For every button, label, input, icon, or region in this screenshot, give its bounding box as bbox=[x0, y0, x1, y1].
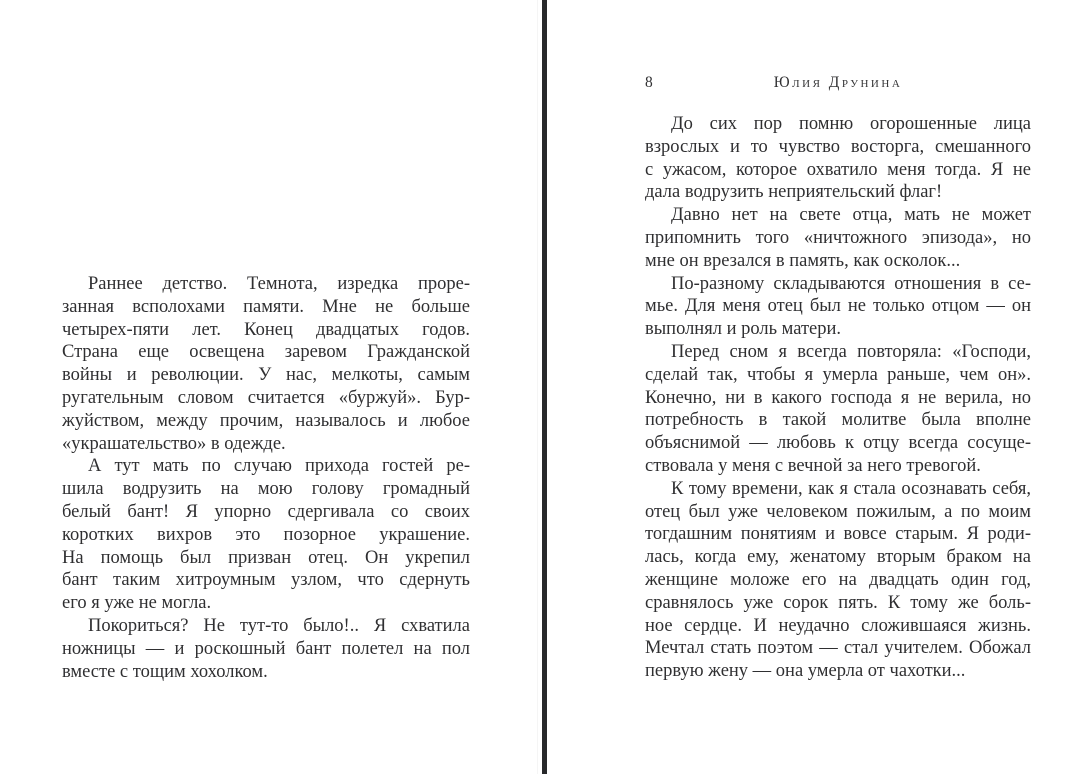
running-header bbox=[645, 74, 1031, 96]
text-line: По-разному складываются отношения в се- bbox=[671, 273, 1031, 294]
text-line: выполнял и роль матери. bbox=[645, 319, 842, 340]
text-line: На помощь был призван отец. Он укрепил bbox=[62, 547, 470, 568]
text-line: шила водрузить на мою голову громадный bbox=[62, 479, 470, 500]
text-line: К тому времени, как я стала осознавать себя, bbox=[671, 478, 1031, 499]
text-line: с ужасом, которое охватило меня тогда. Я не bbox=[645, 159, 1031, 180]
paragraph bbox=[645, 204, 1031, 272]
text-line: ствовала у меня с вечной за него тревогой. bbox=[645, 455, 981, 476]
text-line: Страна еще освещена заревом Гражданской bbox=[62, 342, 470, 363]
text-line: его я уже не могла. bbox=[62, 593, 212, 614]
text-line: объяснимой — любовь к отцу всегда сосуще- bbox=[645, 433, 1031, 454]
right-page-text bbox=[645, 113, 1031, 683]
text-line: отец был уже человеком пожилым, а по моим bbox=[645, 501, 1031, 522]
text-line: ножницы — и роскошный бант полетел на пол bbox=[62, 638, 470, 659]
text-line: сравнялось уже сорок пять. К тому же боль- bbox=[645, 592, 1031, 613]
text-line: войны и революции. У нас, мелкоты, самым bbox=[62, 365, 470, 386]
text-line: мне он врезался в память, как осколок... bbox=[645, 250, 961, 271]
text-line: первую жену — она умерла от чахотки... bbox=[645, 661, 966, 682]
text-line: мье. Для меня отец был не только отцом — он bbox=[645, 296, 1031, 317]
left-page-text bbox=[62, 273, 470, 683]
text-line: А тут мать по случаю прихода гостей ре- bbox=[88, 456, 470, 477]
text-line: лась, когда ему, женатому вторым браком на bbox=[645, 547, 1031, 568]
text-line: женщине моложе его на двадцать один год, bbox=[645, 569, 1031, 590]
paragraph bbox=[62, 273, 470, 455]
paragraph bbox=[645, 273, 1031, 341]
text-line: Перед сном я всегда повторяла: «Господи, bbox=[671, 341, 1031, 362]
text-line: Давно нет на свете отца, мать не может bbox=[671, 205, 1031, 226]
page-edge-shadow bbox=[537, 0, 538, 774]
text-line: «украшательство» в одежде. bbox=[62, 433, 286, 454]
paragraph bbox=[645, 113, 1031, 204]
text-line: белый бант! Я упорно сдергивала со своих bbox=[62, 501, 470, 522]
text-line: потребность в такой молитве была вполне bbox=[645, 410, 1031, 431]
text-line: коротких вихров это позорное украшение. bbox=[62, 524, 470, 545]
text-line: Раннее детство. Темнота, изредка проре- bbox=[88, 274, 470, 294]
text-line: вместе с тощим хохолком. bbox=[62, 661, 268, 682]
text-line: дала водрузить неприятельский флаг! bbox=[645, 182, 943, 203]
text-line: бант таким хитроумным узлом, что сдернуть bbox=[62, 570, 470, 591]
paragraph bbox=[62, 455, 470, 615]
paragraph bbox=[645, 341, 1031, 478]
text-line: четырех-пяти лет. Конец двадцатых годов. bbox=[62, 319, 470, 340]
text-line: ругательным словом считается «буржуй». Бур- bbox=[62, 387, 470, 408]
text-line: ное сердце. И неудачно сложившаяся жизнь. bbox=[645, 615, 1031, 636]
text-line: жуйством, между прочим, называлось и любое bbox=[62, 410, 470, 431]
text-line: Мечтал стать поэтом — стал учителем. Обожал bbox=[645, 638, 1031, 659]
text-line: припомнить того «ничтожного эпизода», но bbox=[645, 227, 1031, 248]
text-line: взрослых и то чувство восторга, смешанного bbox=[645, 136, 1031, 157]
text-line: тогдашним понятиям и вовсе старым. Я роди- bbox=[645, 524, 1031, 545]
book-spine-divider bbox=[542, 0, 547, 774]
paragraph bbox=[62, 615, 470, 683]
text-line: До сих пор помню огорошенные лица bbox=[671, 114, 1031, 134]
text-line: сделай так, чтобы я умерла раньше, чем он». bbox=[645, 364, 1031, 385]
text-line: Конечно, ни в какого господа я не верила, но bbox=[645, 387, 1031, 408]
text-line: Покориться? Не тут-то было!.. Я схватила bbox=[88, 615, 470, 636]
running-head-title: Юлия Друнина bbox=[773, 74, 903, 91]
paragraph bbox=[645, 478, 1031, 683]
page-number: 8 bbox=[645, 74, 653, 91]
text-line: занная всполохами памяти. Мне не больше bbox=[62, 296, 470, 317]
